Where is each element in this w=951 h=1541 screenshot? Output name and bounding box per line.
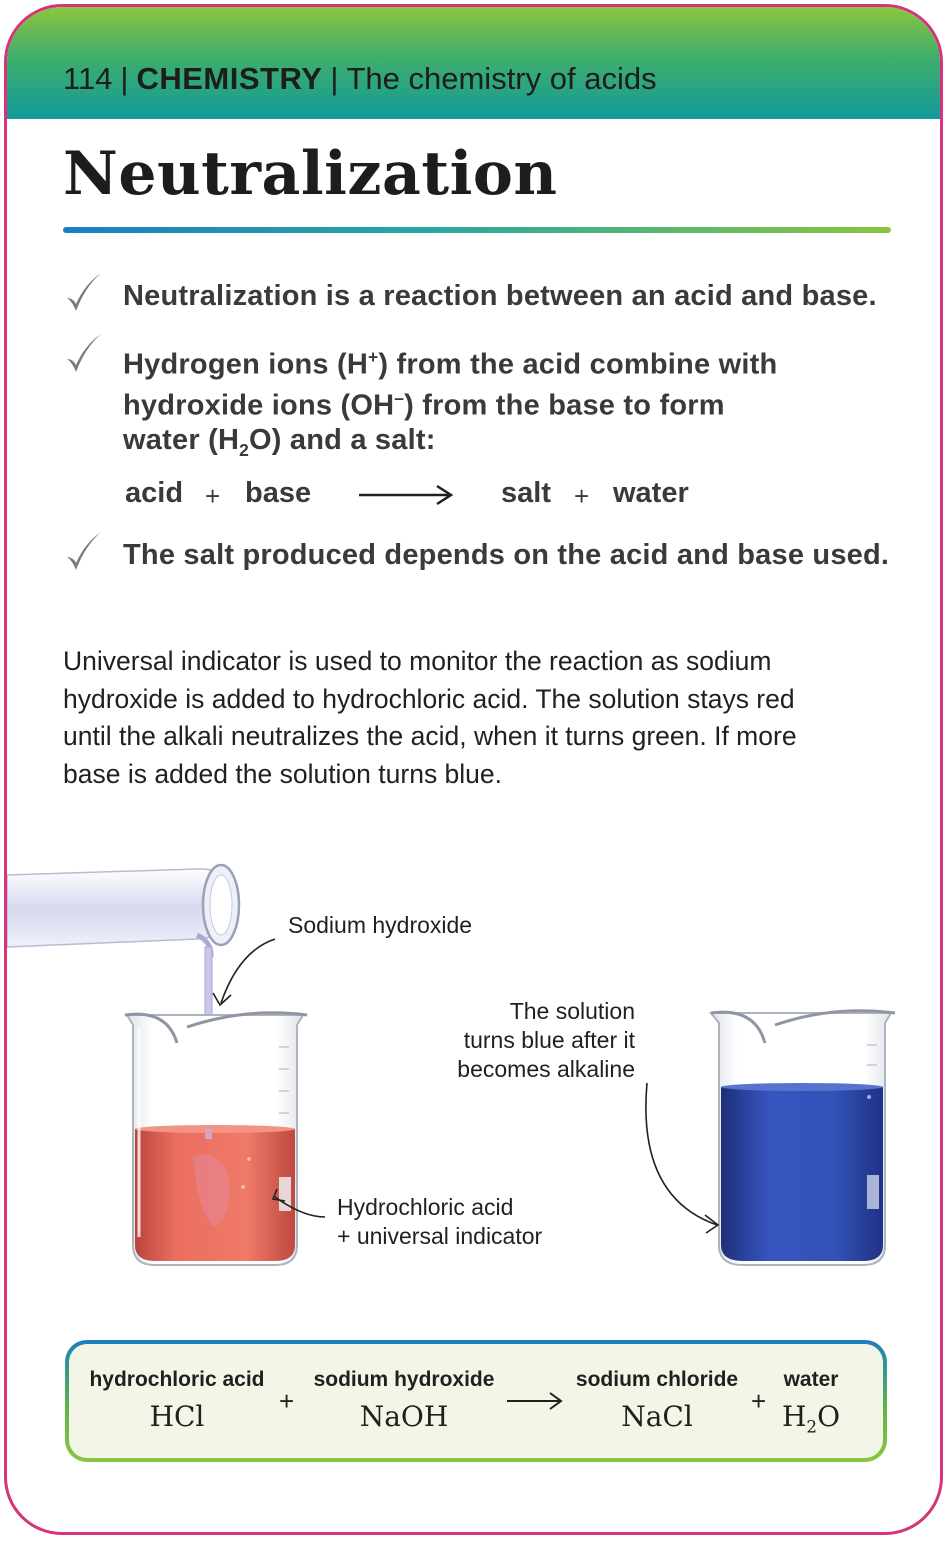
term-name: sodium chloride bbox=[575, 1368, 739, 1391]
equation-plus: + bbox=[751, 1386, 767, 1416]
test-tube bbox=[7, 865, 239, 957]
term-formula: NaOH bbox=[359, 1400, 449, 1433]
label-sodium-hydroxide: Sodium hydroxide bbox=[288, 912, 473, 938]
term-formula: $H_2O$ bbox=[781, 1400, 841, 1437]
page-title: Neutralization bbox=[63, 139, 558, 209]
beaker-red bbox=[125, 1013, 307, 1265]
bullet-text-line: water $(H_2O)$ and a salt: bbox=[123, 424, 436, 460]
chemical-equation-box bbox=[65, 1340, 887, 1462]
paragraph-line: base is added the solution turns blue. bbox=[63, 758, 503, 789]
bullet-text-line: Hydrogen ions (H+) from the acid combine with bbox=[123, 347, 778, 381]
equation-term-naoh bbox=[309, 1368, 499, 1433]
word-equation-reactant-acid: acid bbox=[125, 477, 184, 509]
reaction-arrow-icon bbox=[357, 483, 455, 507]
word-equation-plus: + bbox=[205, 481, 221, 511]
term-formula: HCl bbox=[149, 1400, 205, 1433]
page-card bbox=[4, 4, 943, 1535]
checkmark-icon bbox=[63, 271, 103, 315]
equation-plus: + bbox=[279, 1386, 295, 1416]
header-separator: | bbox=[120, 61, 129, 96]
explanation-paragraph bbox=[63, 643, 883, 793]
word-equation-product-salt: salt bbox=[501, 477, 551, 509]
word-equation-product-water: water bbox=[613, 477, 689, 509]
header-separator: | bbox=[330, 61, 339, 96]
page-header bbox=[7, 7, 940, 119]
page-number: 114 bbox=[63, 61, 113, 96]
equation-term-nacl bbox=[569, 1368, 745, 1433]
label-line: The solution bbox=[509, 998, 635, 1024]
reaction-arrow-icon bbox=[505, 1390, 565, 1412]
bullet-text-line: hydroxide ions (OH–) from the base to form bbox=[123, 388, 725, 422]
label-line: turns blue after it bbox=[463, 1027, 635, 1053]
beaker-blue bbox=[711, 1011, 895, 1265]
checkmark-icon bbox=[63, 530, 103, 574]
paragraph-line: hydroxide is added to hydrochloric acid. The solution stays red bbox=[63, 683, 795, 714]
topic-label: The chemistry of acids bbox=[346, 61, 657, 96]
word-equation-reactant-base: base bbox=[245, 477, 312, 509]
paragraph-line: until the alkali neutralizes the acid, when it turns green. If more bbox=[63, 721, 797, 751]
label-solution-turns-blue bbox=[447, 997, 635, 1084]
label-line: Hydrochloric acid bbox=[337, 1194, 514, 1220]
paragraph-line: Universal indicator is used to monitor the reaction as sodium bbox=[63, 646, 772, 676]
equation-term-hcl bbox=[87, 1368, 267, 1433]
running-head bbox=[63, 61, 657, 97]
word-equation-plus: + bbox=[574, 481, 590, 511]
term-formula: NaCl bbox=[621, 1400, 693, 1433]
equation-term-water bbox=[771, 1368, 851, 1437]
label-hydrochloric-acid bbox=[337, 1193, 542, 1251]
bullet-text: The salt produced depends on the acid and base used. bbox=[123, 539, 890, 571]
label-line: becomes alkaline bbox=[457, 1056, 635, 1082]
label-line: + universal indicator bbox=[337, 1223, 543, 1249]
term-name: water bbox=[783, 1368, 839, 1391]
term-name: sodium hydroxide bbox=[313, 1368, 495, 1391]
bullet-text: Neutralization is a reaction between an acid and base. bbox=[123, 280, 877, 312]
subject-label: CHEMISTRY bbox=[136, 61, 323, 96]
checkmark-icon bbox=[63, 332, 103, 376]
term-name: hydrochloric acid bbox=[89, 1368, 265, 1391]
title-underline bbox=[63, 227, 891, 233]
